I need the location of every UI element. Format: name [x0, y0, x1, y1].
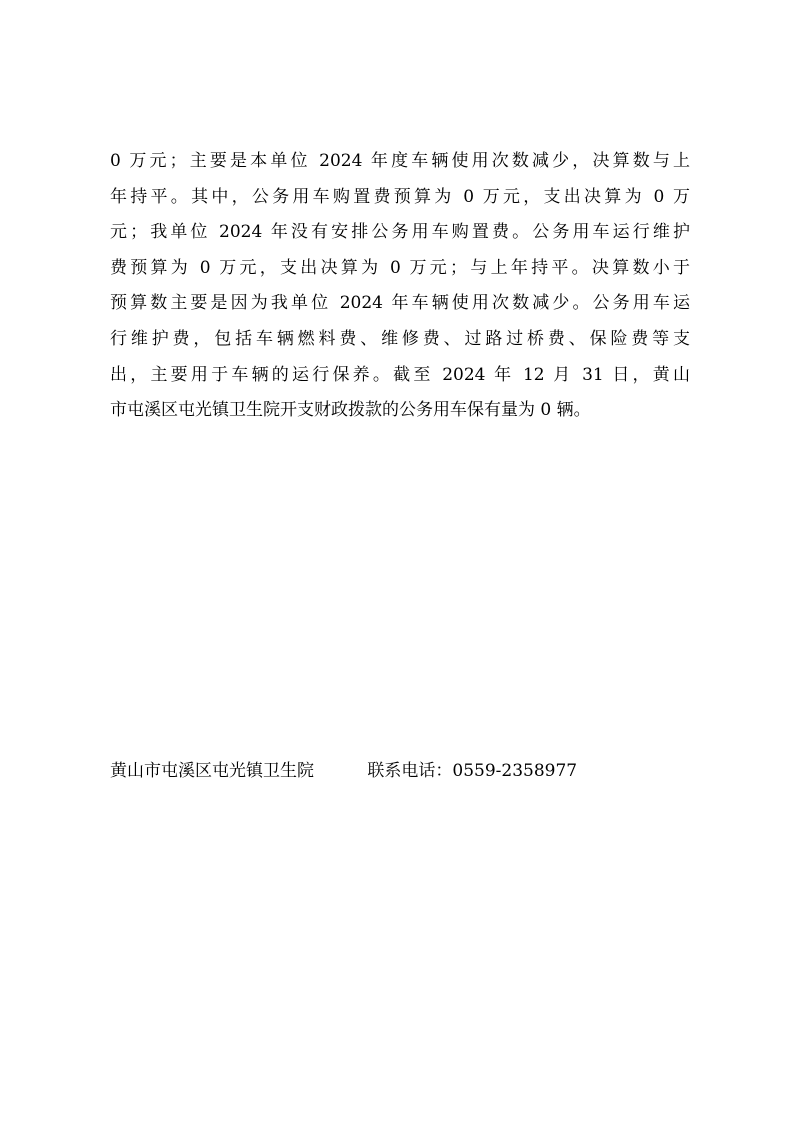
- paragraph-line: 行维护费，包括车辆燃料费、维修费、过路过桥费、保险费等支: [110, 328, 690, 349]
- organization-name: 黄山市屯溪区屯光镇卫生院: [110, 761, 314, 781]
- paragraph-line: 费预算为 0 万元，支出决算为 0 万元；与上年持平。决算数小于: [110, 257, 690, 278]
- contact-phone: 联系电话：0559-2358977: [367, 761, 578, 781]
- document-footer: [110, 756, 670, 786]
- paragraph-line: 市屯溪区屯光镇卫生院开支财政拨款的公务用车保有量为 0 辆。: [110, 400, 591, 421]
- paragraph-line: 0 万元；主要是本单位 2024 年度车辆使用次数减少，决算数与上: [110, 151, 690, 171]
- paragraph-line: 出，主要用于车辆的运行保养。截至 2024 年 12 月 31 日，黄山: [110, 364, 690, 385]
- body-paragraph: [110, 148, 690, 433]
- paragraph-line: 预算数主要是因为我单位 2024 年车辆使用次数减少。公务用车运: [110, 293, 690, 314]
- paragraph-line: 元；我单位 2024 年没有安排公务用车购置费。公务用车运行维护: [110, 222, 690, 243]
- paragraph-line: 年持平。其中，公务用车购置费预算为 0 万元，支出决算为 0 万: [110, 186, 690, 207]
